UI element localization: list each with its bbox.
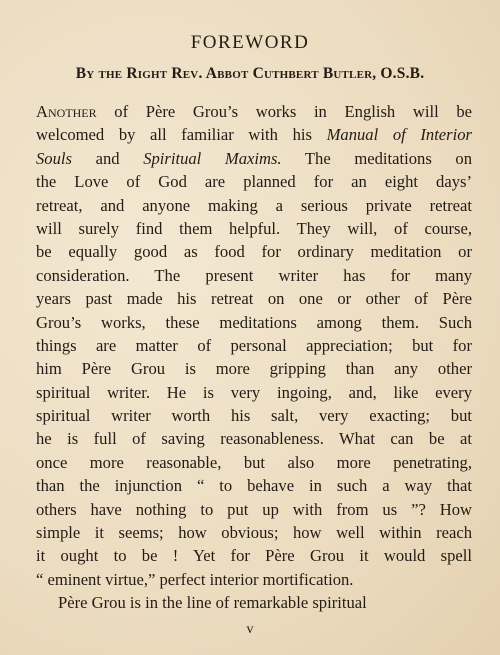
text-line: [36, 591, 472, 614]
text-line: [36, 568, 472, 591]
text-run: consideration. The present writer has for many: [36, 265, 472, 285]
author-byline: By the Right Rev. Abbot Cuthbert Butler, O.S.B.: [75, 65, 425, 82]
text-line: [36, 264, 472, 287]
text-line: [36, 147, 472, 170]
text-line: [36, 544, 472, 567]
text-run: once more reasonable, but also more penetrating,: [36, 452, 472, 472]
text-run: Père Grou is in the line of remarkable spiritual: [58, 593, 367, 613]
text-line: [36, 474, 472, 497]
text-line: [36, 521, 472, 544]
text-line: [36, 334, 472, 357]
text-line: [36, 427, 472, 450]
italic-title: Souls: [36, 148, 72, 168]
text-line: [36, 311, 472, 334]
small-caps-word: Another: [36, 102, 97, 121]
text-run: retreat, and anyone making a serious private retreat: [36, 195, 472, 215]
text-line: [36, 498, 472, 521]
text-run: it ought to be ! Yet for Père Grou it would spell: [36, 546, 472, 566]
text-run: “ eminent virtue,” perfect interior mortification.: [36, 569, 354, 589]
text-run: Grou’s works, these meditations among them. Such: [36, 312, 472, 332]
text-line: [36, 100, 472, 123]
text-line: [36, 287, 472, 310]
text-line: [36, 123, 472, 146]
text-run: spiritual writer. He is very ingoing, and, like every: [36, 382, 472, 402]
text-run: simple it seems; how obvious; how well within reach: [36, 523, 472, 543]
text-run: years past made his retreat on one or other of Père: [36, 289, 472, 309]
text-run: he is full of saving reasonableness. What can be at: [36, 429, 472, 449]
text-line: [36, 217, 472, 240]
italic-title: Spiritual Maxims.: [143, 148, 282, 168]
text-run: spiritual writer worth his salt, very exacting; but: [36, 406, 472, 426]
text-run: him Père Grou is more gripping than any other: [36, 359, 472, 379]
text-line: [36, 381, 472, 404]
text-run: things are matter of personal appreciation; but for: [36, 335, 472, 355]
text-run: the Love of God are planned for an eight days’: [36, 172, 472, 192]
text-run: of Père Grou’s works in English will be: [96, 102, 472, 121]
text-run: and: [71, 148, 144, 168]
text-run: will surely find them helpful. They will, of course,: [36, 218, 472, 238]
page-title: FOREWORD: [190, 32, 310, 53]
text-run: others have nothing to put up with from us ”? How: [36, 499, 472, 519]
text-line: [36, 170, 472, 193]
text-line: [36, 240, 472, 263]
text-run: than the injunction “ to behave in such a way that: [36, 476, 472, 496]
text-line: [36, 451, 472, 474]
italic-title: Manual of Interior: [326, 125, 472, 145]
body-text: [36, 100, 472, 615]
text-run: be equally good as food for ordinary meditation or: [36, 242, 472, 262]
page-number: v: [246, 622, 254, 637]
text-line: [36, 357, 472, 380]
text-run: welcomed by all familiar with his: [36, 125, 327, 145]
text-line: [36, 194, 472, 217]
text-line: [36, 404, 472, 427]
text-run: The meditations on: [281, 148, 472, 168]
